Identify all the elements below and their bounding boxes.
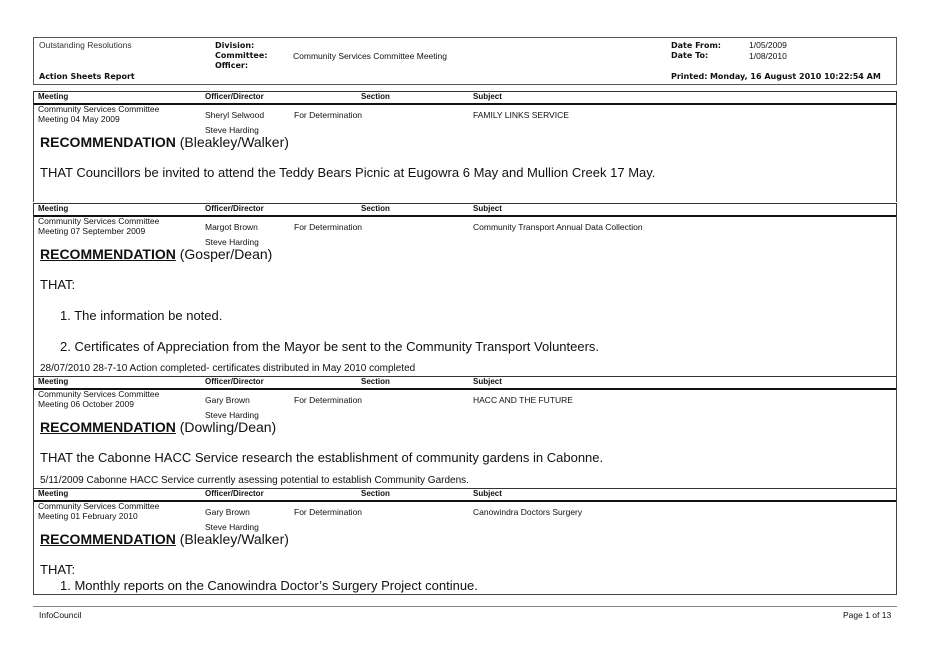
column-header-row: [33, 91, 897, 105]
recommendation-movers: (Dowling/Dean): [175, 419, 277, 435]
action-item: [33, 216, 897, 376]
col-section: Section: [361, 489, 390, 498]
col-officer: Officer/Director: [205, 92, 264, 101]
printed-label: Printed:: [671, 72, 708, 81]
section-value: For Determination: [294, 395, 363, 405]
recommendation-keyword: RECOMMENDATION: [40, 246, 176, 262]
officer-name: Gary Brown: [205, 507, 250, 517]
section-value: For Determination: [294, 507, 363, 517]
action-note: 28/07/2010 28-7-10 Action completed- certificates distributed in May 2010 completed: [40, 363, 416, 374]
col-subject: Subject: [473, 489, 502, 498]
recommendation-body: THAT the Cabonne HACC Service research the establishment of community gardens in Cabonne.: [40, 450, 604, 465]
printed-value: Monday, 16 August 2010 10:22:54 AM: [709, 72, 881, 81]
officer-name: Margot Brown: [205, 222, 258, 232]
col-officer: Officer/Director: [205, 377, 264, 386]
director-name: Steve Harding: [205, 237, 259, 247]
col-meeting: Meeting: [38, 92, 69, 101]
col-section: Section: [361, 377, 390, 386]
committee-value: Community Services Committee Meeting: [293, 51, 447, 61]
recommendation-heading: [40, 419, 276, 435]
col-subject: Subject: [473, 204, 502, 213]
action-item: [33, 104, 897, 202]
meeting-line1: Community Services Committee: [38, 216, 160, 226]
officer-label: Officer:: [215, 61, 249, 70]
meeting-line1: Community Services Committee: [38, 501, 160, 511]
col-officer: Officer/Director: [205, 204, 264, 213]
col-meeting: Meeting: [38, 377, 69, 386]
col-meeting: Meeting: [38, 204, 69, 213]
section-value: For Determination: [294, 110, 363, 120]
recommendation-heading: [40, 134, 289, 150]
recommendation-keyword: RECOMMENDATION: [40, 531, 176, 547]
date-to-value: 1/08/2010: [749, 51, 787, 61]
recommendation-body: THAT:: [40, 277, 76, 292]
subject-value: FAMILY LINKS SERVICE: [473, 110, 569, 120]
subject-value: Canowindra Doctors Surgery: [473, 507, 583, 517]
date-to-label: Date To:: [671, 51, 709, 60]
column-header-row: [33, 488, 897, 502]
report-type: Action Sheets Report: [39, 72, 135, 81]
subject-value: HACC AND THE FUTURE: [473, 395, 573, 405]
date-from-value: 1/05/2009: [749, 40, 787, 50]
list-item: 1. The information be noted.: [60, 308, 223, 323]
list-item: 1. Monthly reports on the Canowindra Doctor’s Surgery Project continue.: [60, 578, 478, 593]
footer-divider: [33, 606, 897, 607]
col-meeting: Meeting: [38, 489, 69, 498]
column-header-row: [33, 376, 897, 390]
table-bottom-border: [33, 594, 897, 595]
meeting-line2: Meeting 06 October 2009: [38, 399, 134, 409]
recommendation-movers: (Bleakley/Walker): [175, 531, 289, 547]
recommendation-keyword: RECOMMENDATION: [40, 419, 176, 435]
page-number: Page 1 of 13: [843, 610, 892, 620]
recommendation-body: THAT Councillors be invited to attend the Teddy Bears Picnic at Eugowra 6 May and Mullion Creek 17 May.: [40, 165, 656, 180]
division-label: Division:: [215, 41, 255, 50]
meeting-line1: Community Services Committee: [38, 104, 160, 114]
recommendation-heading: [40, 531, 289, 547]
recommendation-movers: (Bleakley/Walker): [175, 134, 289, 150]
recommendation-movers: (Gosper/Dean): [175, 246, 273, 262]
list-item: 2. Certificates of Appreciation from the Mayor be sent to the Community Transport Volunteers.: [60, 339, 600, 354]
subject-value: Community Transport Annual Data Collection: [473, 222, 643, 232]
meeting-line2: Meeting 01 February 2010: [38, 511, 138, 521]
date-from-label: Date From:: [671, 41, 722, 50]
col-officer: Officer/Director: [205, 489, 264, 498]
officer-name: Sheryl Selwood: [205, 110, 265, 120]
printed-stamp: [671, 72, 881, 81]
col-subject: Subject: [473, 92, 502, 101]
recommendation-heading: [40, 246, 272, 262]
meeting-line1: Community Services Committee: [38, 389, 160, 399]
footer-left: InfoCouncil: [39, 610, 82, 620]
meeting-line2: Meeting 04 May 2009: [38, 114, 120, 124]
action-item: [33, 501, 897, 594]
col-section: Section: [361, 92, 390, 101]
director-name: Steve Harding: [205, 410, 259, 420]
recommendation-keyword: RECOMMENDATION: [40, 134, 176, 150]
recommendation-body: THAT:: [40, 562, 76, 577]
meeting-line2: Meeting 07 September 2009: [38, 226, 146, 236]
column-header-row: [33, 203, 897, 217]
col-section: Section: [361, 204, 390, 213]
director-name: Steve Harding: [205, 125, 259, 135]
action-item: [33, 389, 897, 488]
director-name: Steve Harding: [205, 522, 259, 532]
officer-name: Gary Brown: [205, 395, 250, 405]
report-name: Outstanding Resolutions: [39, 40, 132, 50]
committee-label: Committee:: [215, 51, 268, 60]
section-value: For Determination: [294, 222, 363, 232]
action-note: 5/11/2009 Cabonne HACC Service currently asessing potential to establish Community Gardens.: [40, 475, 469, 486]
col-subject: Subject: [473, 377, 502, 386]
